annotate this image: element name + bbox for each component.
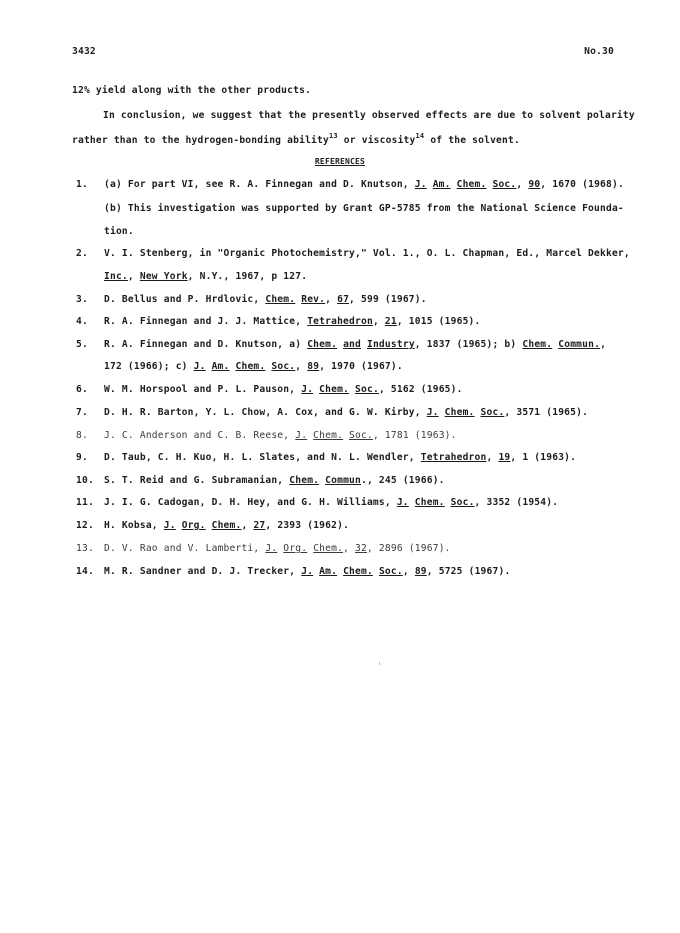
- reference-entry: 12. H. Kobsa, J. Org. Chem., 27, 2393 (1962).: [76, 520, 350, 531]
- reference-entry: 9. D. Taub, C. H. Kuo, H. L. Slates, and N. L. Wendler, Tetrahedron, 19, 1 (1963).: [76, 452, 577, 463]
- reference-entry: 6. W. M. Horspool and P. L. Pauson, J. Chem. Soc., 5162 (1965).: [76, 384, 463, 395]
- reference-entry: 10. S. T. Reid and G. Subramanian, Chem. Commun., 245 (1966).: [76, 475, 445, 486]
- reference-continuation: tion.: [104, 226, 134, 237]
- reference-continuation: (b) This investigation was supported by Grant GP-5785 from the National Science Founda-: [104, 203, 624, 214]
- scan-speck: [379, 662, 380, 665]
- reference-entry: 1. (a) For part VI, see R. A. Finnegan and D. Knutson, J. Am. Chem. Soc., 90, 1670 (1968).: [76, 179, 624, 190]
- references-heading: REFERENCES: [314, 157, 366, 166]
- body-line: In conclusion, we suggest that the presently observed effects are due to solvent polarity: [103, 110, 635, 121]
- footnote-marker: 13: [328, 132, 338, 140]
- reference-entry: 7. D. H. R. Barton, Y. L. Chow, A. Cox, and G. W. Kirby, J. Chem. Soc., 3571 (1965).: [76, 407, 589, 418]
- issue-number: No.30: [584, 46, 614, 57]
- reference-entry: 8. J. C. Anderson and C. B. Reese, J. Chem. Soc., 1781 (1963).: [76, 430, 457, 441]
- reference-entry: 5. R. A. Finnegan and D. Knutson, a) Chem. and Industry, 1837 (1965); b) Chem. Commun.,: [76, 339, 607, 350]
- reference-entry: 13. D. V. Rao and V. Lamberti, J. Org. Chem., 32, 2896 (1967).: [76, 543, 451, 554]
- reference-entry: 14. M. R. Sandner and D. J. Trecker, J. Am. Chem. Soc., 89, 5725 (1967).: [76, 566, 511, 577]
- reference-entry: 4. R. A. Finnegan and J. J. Mattice, Tetrahedron, 21, 1015 (1965).: [76, 316, 481, 327]
- reference-continuation: 172 (1966); c) J. Am. Chem. Soc., 89, 1970 (1967).: [104, 361, 403, 372]
- body-line: rather than to the hydrogen-bonding ability$^{13}$ or viscosity$^{14}$ of the solvent.: [72, 132, 520, 146]
- body-line: 12% yield along with the other products.: [72, 85, 312, 96]
- reference-entry: 2. V. I. Stenberg, in "Organic Photochemistry," Vol. 1., O. L. Chapman, Ed., Marcel Dekker,: [76, 248, 630, 259]
- page-number: 3432: [72, 46, 96, 57]
- reference-entry: 11. J. I. G. Cadogan, D. H. Hey, and G. H. Williams, J. Chem. Soc., 3352 (1954).: [76, 497, 559, 508]
- reference-continuation: Inc., New York, N.Y., 1967, p 127.: [104, 271, 308, 282]
- footnote-marker: 14: [415, 132, 425, 140]
- reference-entry: 3. D. Bellus and P. Hrdlovic, Chem. Rev., 67, 599 (1967).: [76, 294, 427, 305]
